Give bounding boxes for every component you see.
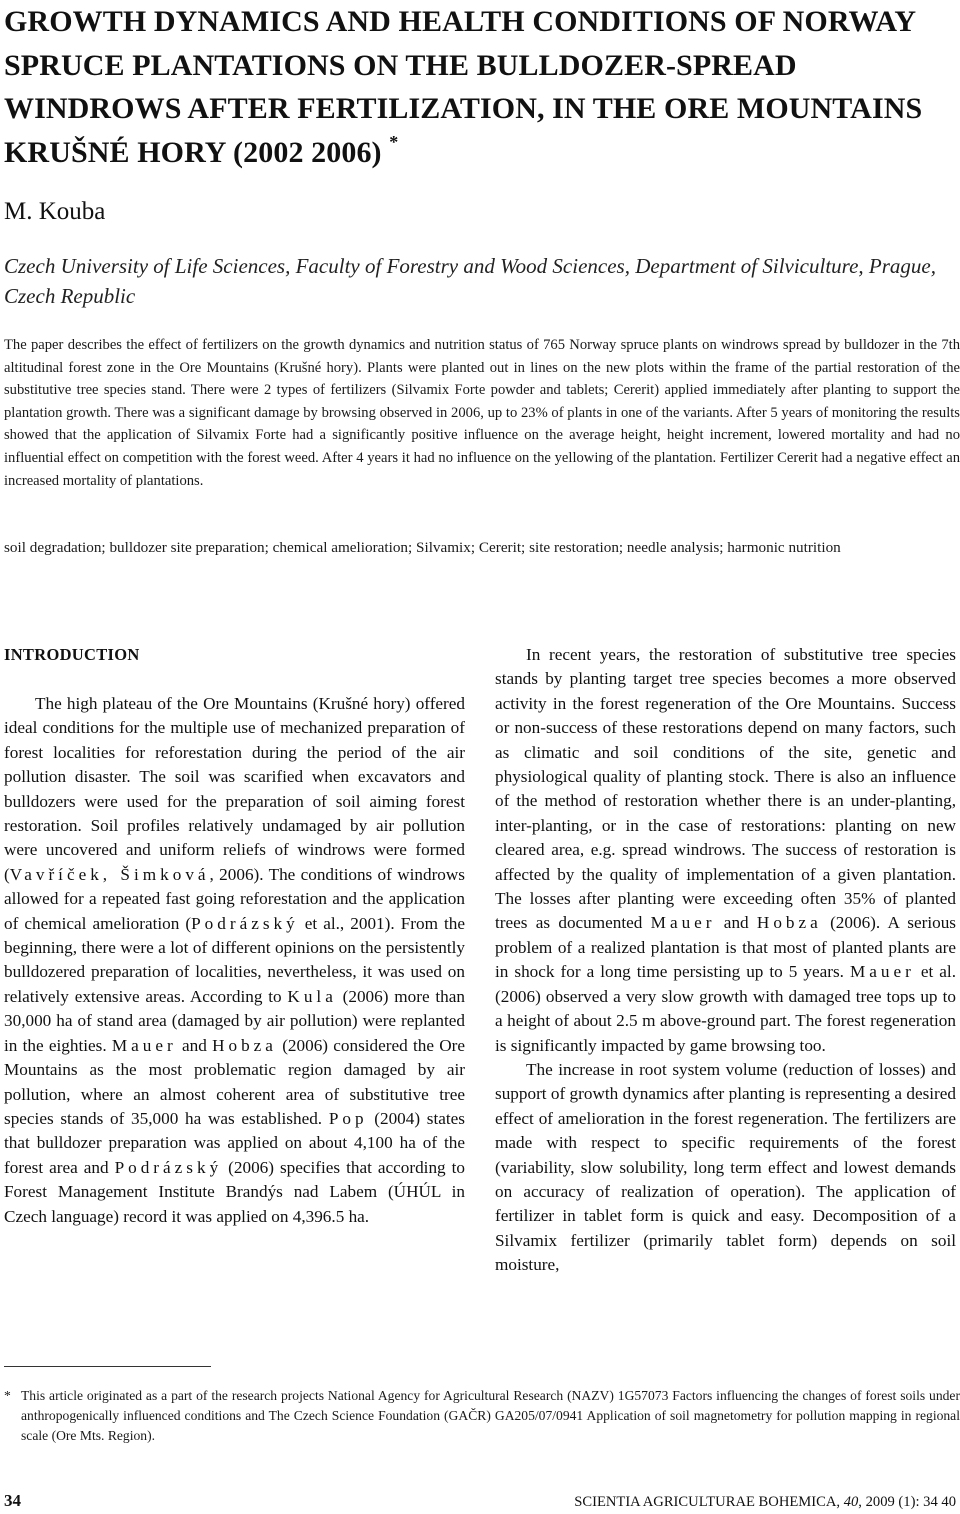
text-run: and <box>176 1035 213 1055</box>
citation-author: Podrázský <box>191 913 299 933</box>
keywords: soil degradation; bulldozer site preparation; chemical amelioration; Silvamix; Cererit; site restoration; needle analysis; harmonic nutrition <box>4 539 841 556</box>
footnote-marker: * <box>4 1388 11 1403</box>
text-run: (2006). A serious problem of a realized plantation is that most of planted plants are in shock for a long time persisting up to 5 years. <box>495 913 956 982</box>
author-affiliation: Czech University of Life Sciences, Faculty of Forestry and Wood Sciences, Department of Silviculture, Prague, Czech Republic <box>4 254 936 308</box>
citation-author: Mauer <box>650 913 716 933</box>
footnote-text: This article originated as a part of the research projects National Agency for Agricultural Research (NAZV) 1G57073 Factors influencing the changes of forest soils under anthropogenically influenced conditions and The Czech Science Foundation (GAČR) GA205/07/0941 Application of soil magnetometry for pollution mapping in regional scale (Ore Mts. Region). <box>21 1388 960 1443</box>
left-column <box>4 643 465 1229</box>
text-run: (2006) more than 30,000 ha of stand area (damaged by air pollution) were replanted in the eighties. <box>4 986 465 1055</box>
author-name: M. Kouba <box>4 198 106 225</box>
footnote-divider <box>4 1366 211 1367</box>
article-title <box>4 0 954 174</box>
text-run: (2006) considered the Ore Mountains as the most problematic region damaged by air pollution, where an almost coherent area of substitutive tree species stands of 35,000 ha was established. <box>4 1035 465 1128</box>
citation-author: Hobza <box>756 913 822 933</box>
text-run: The high plateau of the Ore Mountains (Krušné hory) offered ideal conditions for the multiple use of mechanized preparation of forest localities for reforestation during the period of the air pollution disaster. The soil was scarified when excavators and bulldozers were used for the preparation of soil aiming forest restoration. Soil profiles relatively undamaged by air pollution were uncovered and uniform reliefs of windrows were formed ( <box>4 694 465 884</box>
intro-paragraph-3: The increase in root system volume (reduction of losses) and support of growth dynamics after planting is representing a desired effect of amelioration in the forest regeneration. The fertilizers are made with respect to specific requirements of the forest (variability, slow solubility, long term effect and lowest demands on accuracy of realization of operation). The application of fertilizer in tablet form is quick and easy. Decomposition of a Silvamix fertilizer (primarily tablet form) depends on soil moisture, <box>495 1059 956 1275</box>
citation-author: Podrázský <box>114 1157 223 1177</box>
title-footnote-marker: * <box>389 131 399 152</box>
intro-paragraph-2 <box>495 643 956 1058</box>
journal-citation <box>574 1491 956 1513</box>
text-run: (2006) specifies that according to Forest Management Institute Brandýs nad Labem (ÚHÚL in Czech language) record it was applied on 4,396.5 ha. <box>4 1157 466 1226</box>
citation-author: Pop <box>328 1108 368 1128</box>
right-column <box>495 643 956 1278</box>
citation-author: Vavříček, Šimková <box>9 864 210 884</box>
text-run: (2004) states that bulldozer preparation was applied on about 4,100 ha of the forest area and <box>4 1108 465 1177</box>
journal-issue-pages: , 2009 (1): 34 40 <box>858 1494 956 1510</box>
text-run: and <box>715 913 757 933</box>
text-run: , 2006). The conditions of windrows allowed for a repeated fast going reforestation and the application of chemical amelioration ( <box>4 864 465 933</box>
text-run: et al. (2006) observed a very slow growth with damaged tree tops up to a height of about 2.5 m above-ground part. The forest regeneration is significantly impacted by game browsing too. <box>495 962 957 1055</box>
citation-author: Mauer <box>850 962 915 982</box>
section-heading-introduction: INTRODUCTION <box>4 645 140 664</box>
citation-author: Mauer <box>111 1035 177 1055</box>
text-run: In recent years, the restoration of substitutive tree species stands by planting target tree species becomes a more observed activity in the forest regeneration of the Ore Mountains. Success or non-success of these restorations depend on many factors, such as climatic and soil conditions of the site, genetic and physiological quality of planting stock. There is also an influence of the method of restoration whether there is an under-planting, inter-planting, or in the case of restorations: planting on new cleared area, e.g. spread windrows. The success of restoration is affected by the quality of implementation of a given plantation. The losses after planting were exceeding often 35% of planted trees as documented <box>495 645 956 933</box>
abstract: The paper describes the effect of fertilizers on the growth dynamics and nutrition status of 765 Norway spruce plants on windrows spread by bulldozer in the 7th altitudinal forest zone in the Ore Mountains (Krušné hory). Plants were planted out in lines on the new plots within the frame of the partial restoration of the substitutive tree species stand. There were 2 types of fertilizers (Silvamix Forte powder and tablets; Cererit) applied immediately after planting to support the plantation growth. There was a significant damage by browsing observed in 2006, up to 23% of plants in one of the variants. After 5 years of monitoring the results showed that the application of Silvamix Forte had a significantly positive influence on the average height, height increment, lowered mortality and had no influential effect on competition with the forest weed. After 4 years it had no influence on the yellowing of the plantation. Fertilizer Cererit had a negative effect an increased mortality of plantations. <box>4 337 960 489</box>
citation-author: Kula <box>287 986 337 1006</box>
article-title-text: GROWTH DYNAMICS AND HEALTH CONDITIONS OF NORWAY SPRUCE PLANTATIONS ON THE BULLDOZER-SPREAD WINDROWS AFTER FERTILIZATION, IN THE ORE MOUNTAINS KRUŠNÉ HORY (2002 2006) <box>4 5 923 169</box>
journal-name: SCIENTIA AGRICULTURAE BOHEMICA, <box>574 1494 841 1510</box>
page-number: 34 <box>4 1491 21 1510</box>
text-run: et al., 2001). From the beginning, there were a lot of different opinions on the persistently bulldozered preparation of localities, nevertheless, it was used on relatively extensive areas. According to <box>4 913 465 1006</box>
citation-author: Hobza <box>212 1035 277 1055</box>
journal-volume: 40 <box>843 1494 859 1510</box>
intro-paragraph-1 <box>4 692 465 1229</box>
footnote <box>4 1386 960 1446</box>
